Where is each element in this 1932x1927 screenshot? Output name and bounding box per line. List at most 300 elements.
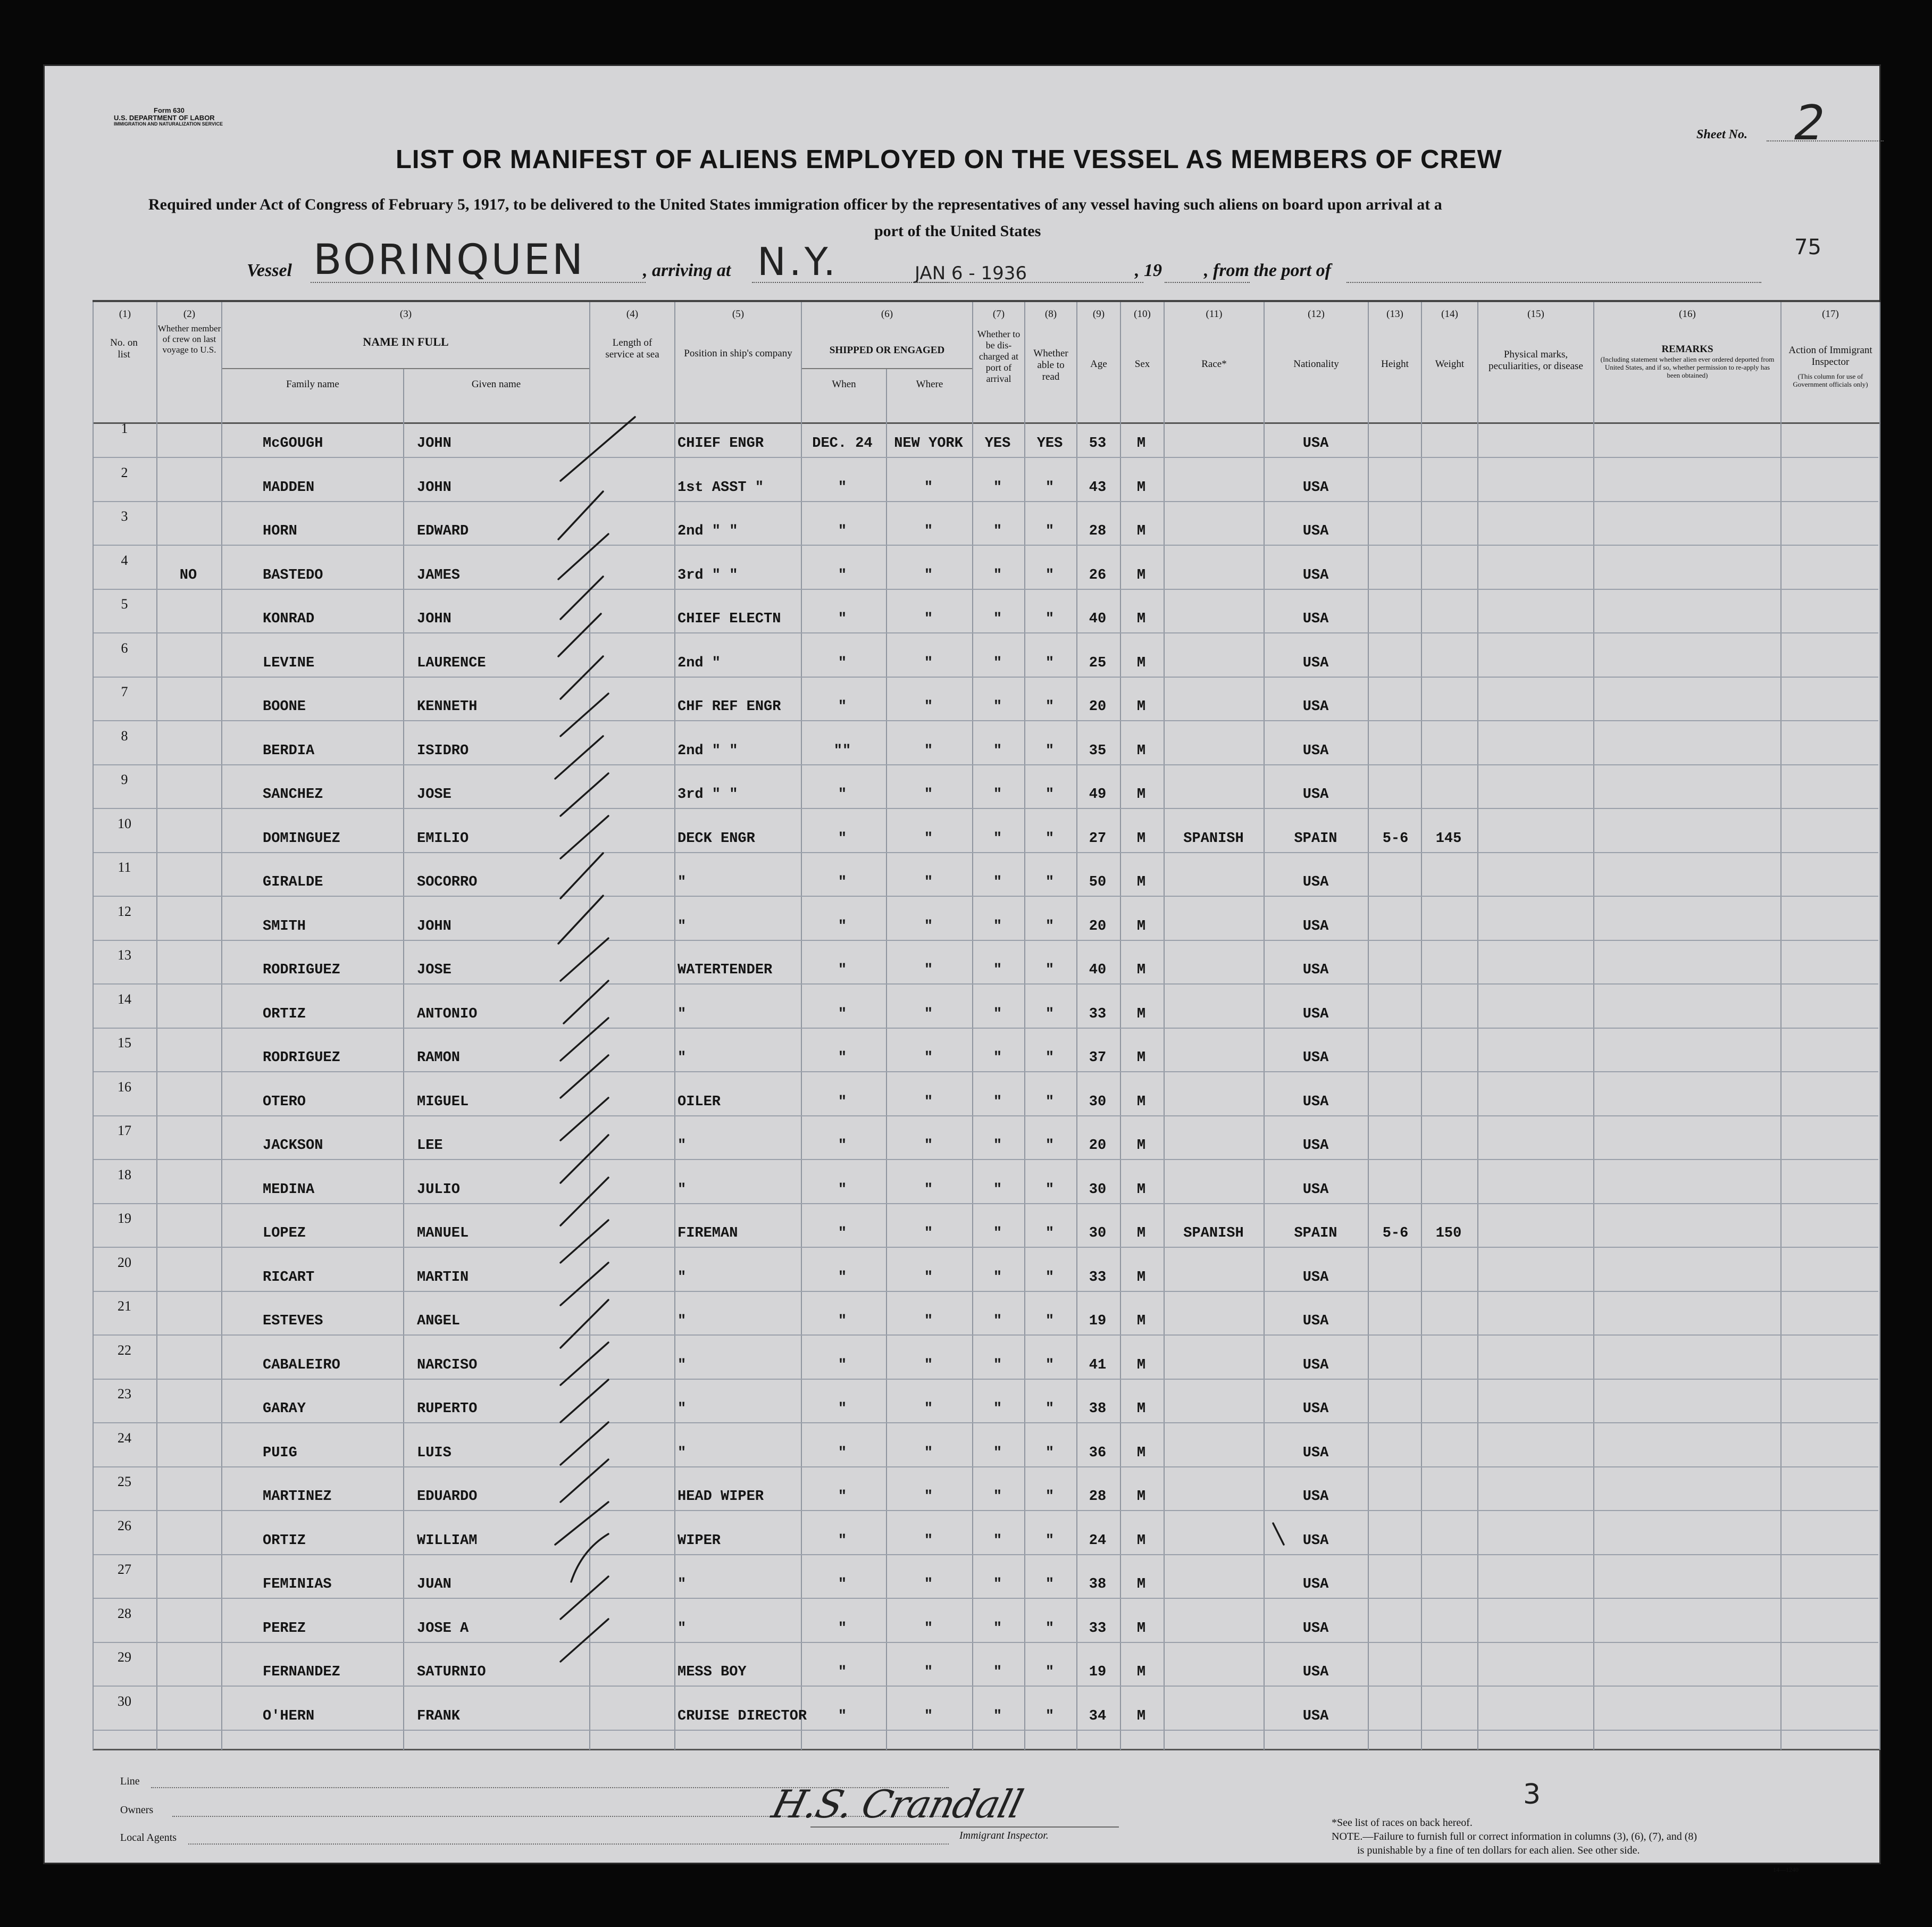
family-name: BASTEDO [263, 568, 323, 583]
given-name: ISIDRO [417, 743, 469, 759]
given-name: SOCORRO [417, 874, 478, 890]
shipped-when: "" [833, 743, 851, 759]
discharged-flag: " [993, 1138, 1002, 1154]
position: CHF REF ENGR [678, 699, 781, 715]
age: 27 [1089, 831, 1107, 847]
discharged-flag: " [993, 1225, 1002, 1241]
able-to-read: YES [1036, 436, 1063, 452]
header-name-in-full: NAME IN FULL [363, 335, 449, 348]
discharged-flag: " [993, 1708, 1002, 1724]
footer-agents-label: Local Agents [120, 1832, 177, 1843]
row-number: 17 [118, 1123, 131, 1138]
sex: M [1136, 1401, 1146, 1417]
inspector-label: Immigrant Inspector. [959, 1830, 1049, 1841]
col-num-16: (16) [1679, 308, 1696, 320]
signature: H.S. Crandall [767, 1782, 1027, 1826]
discharged-flag: " [993, 655, 1002, 671]
shipped-where: " [924, 611, 933, 627]
family-name: LEVINE [263, 655, 315, 671]
shipped-when: " [838, 1138, 847, 1154]
header-sex: Sex [1134, 358, 1150, 370]
position: 2nd " " [678, 523, 738, 539]
discharged-flag: " [993, 1094, 1002, 1110]
shipped-where: " [924, 787, 933, 803]
given-name: JOHN [417, 436, 451, 452]
nationality: USA [1302, 1094, 1329, 1110]
row-number: 29 [118, 1649, 131, 1665]
family-name: FERNANDEZ [263, 1664, 340, 1680]
row-number: 24 [118, 1430, 131, 1446]
position: WATERTENDER [678, 962, 773, 978]
age: 43 [1089, 480, 1107, 496]
given-name: RAMON [417, 1050, 461, 1066]
header-nationality: Nationality [1293, 358, 1339, 370]
discharged-flag: " [993, 787, 1002, 803]
discharged-flag: " [993, 1006, 1002, 1022]
crew-member-flag: NO [179, 568, 197, 583]
age: 26 [1089, 568, 1107, 583]
nationality: USA [1302, 1313, 1329, 1329]
given-name: NARCISO [417, 1357, 478, 1373]
weight: 150 [1435, 1225, 1462, 1241]
shipped-where: " [924, 874, 933, 890]
age: 36 [1089, 1445, 1107, 1461]
position: 2nd " [678, 655, 721, 671]
sex: M [1136, 1006, 1146, 1022]
row-number: 16 [118, 1079, 131, 1095]
row-number: 30 [118, 1694, 131, 1709]
able-to-read: " [1045, 611, 1055, 627]
signature-line [810, 1826, 1119, 1828]
able-to-read: " [1045, 1138, 1055, 1154]
header-whether-member: Whether member of crew on last voyage to U.S. [157, 323, 221, 355]
sex: M [1136, 1138, 1146, 1154]
sex: M [1136, 523, 1146, 539]
page-subtitle: Required under Act of Congress of February 5, 1917, to be delivered to the United States immigration officer by the representatives of any vessel having such aliens on board upon arrival at a [148, 196, 1442, 213]
shipped-where: " [924, 1533, 933, 1549]
row-number: 23 [118, 1386, 131, 1402]
discharged-flag: " [993, 611, 1002, 627]
able-to-read: " [1045, 831, 1055, 847]
able-to-read: " [1045, 743, 1055, 759]
shipped-when: " [838, 1182, 847, 1198]
row-number: 14 [118, 991, 131, 1007]
shipped-when: " [838, 1489, 847, 1505]
sex: M [1136, 1489, 1146, 1505]
sex: M [1136, 1270, 1146, 1286]
position: " [678, 1445, 687, 1461]
col-num-12: (12) [1308, 308, 1325, 320]
from-port-label: , from the port of [1204, 261, 1331, 280]
discharged-flag: " [993, 831, 1002, 847]
position: CHIEF ENGR [678, 436, 764, 452]
shipped-when: " [838, 1708, 847, 1724]
discharged-flag: " [993, 1533, 1002, 1549]
discharged-flag: YES [984, 436, 1011, 452]
able-to-read: " [1045, 787, 1055, 803]
able-to-read: " [1045, 1445, 1055, 1461]
able-to-read: " [1045, 962, 1055, 978]
shipped-when: " [838, 1270, 847, 1286]
able-to-read: " [1045, 1621, 1055, 1637]
shipped-where: " [924, 919, 933, 935]
able-to-read: " [1045, 480, 1055, 496]
family-name: PUIG [263, 1445, 297, 1461]
shipped-where: " [924, 480, 933, 496]
nationality: USA [1302, 1006, 1329, 1022]
family-name: PEREZ [263, 1621, 306, 1637]
given-name: JOSE A [417, 1621, 469, 1637]
nationality: USA [1302, 1138, 1329, 1154]
able-to-read: " [1045, 1006, 1055, 1022]
discharged-flag: " [993, 919, 1002, 935]
position: MESS BOY [678, 1664, 747, 1680]
row-number: 8 [121, 728, 128, 744]
header-where: Where [916, 379, 943, 390]
age: 49 [1089, 787, 1107, 803]
family-name: ESTEVES [263, 1313, 323, 1329]
given-name: RUPERTO [417, 1401, 478, 1417]
nationality: USA [1302, 611, 1329, 627]
row-number: 11 [118, 860, 131, 875]
sex: M [1136, 1664, 1146, 1680]
given-name: ANTONIO [417, 1006, 478, 1022]
family-name: JACKSON [263, 1138, 323, 1154]
age: 19 [1089, 1313, 1107, 1329]
shipped-where: " [924, 1664, 933, 1680]
shipped-where: " [924, 831, 933, 847]
able-to-read: " [1045, 1533, 1055, 1549]
nationality: USA [1302, 1182, 1329, 1198]
form-code: 14—1240 [1773, 1866, 1799, 1873]
discharged-flag: " [993, 1445, 1002, 1461]
discharged-flag: " [993, 568, 1002, 583]
header-height: Height [1381, 358, 1409, 370]
discharged-flag: " [993, 1313, 1002, 1329]
shipped-where: " [924, 743, 933, 759]
age: 40 [1089, 611, 1107, 627]
shipped-when: " [838, 699, 847, 715]
position: " [678, 1576, 687, 1592]
shipped-when: " [838, 1445, 847, 1461]
given-name: JULIO [417, 1182, 461, 1198]
shipped-when: " [838, 874, 847, 890]
given-name: FRANK [417, 1708, 461, 1724]
position: FIREMAN [678, 1225, 738, 1241]
given-name: EDWARD [417, 523, 469, 539]
header-physical: Physical marks, peculiarities, or disease [1488, 349, 1583, 372]
age: 24 [1089, 1533, 1107, 1549]
nationality: SPAIN [1294, 1225, 1337, 1241]
able-to-read: " [1045, 1708, 1055, 1724]
header-when: When [832, 379, 856, 390]
discharged-flag: " [993, 1576, 1002, 1592]
shipped-when: " [838, 1357, 847, 1373]
discharged-flag: " [993, 1270, 1002, 1286]
nationality: USA [1302, 1270, 1329, 1286]
shipped-when: " [838, 1576, 847, 1592]
sex: M [1136, 1357, 1146, 1373]
header-race: Race* [1201, 358, 1227, 370]
shipped-where: " [924, 1576, 933, 1592]
sex: M [1136, 1225, 1146, 1241]
family-name: DOMINGUEZ [263, 831, 340, 847]
family-name: SMITH [263, 919, 306, 935]
col-num-9: (9) [1092, 308, 1105, 320]
header-remarks-sub: (Including statement whether alien ever ordered deported from United States, and if so, whether permission to re-apply has been obtained) [1600, 355, 1775, 379]
row-number: 15 [118, 1035, 131, 1050]
arriving-port: N.Y. [757, 239, 839, 284]
family-name: FEMINIAS [263, 1576, 332, 1592]
row-number: 1 [121, 421, 128, 436]
nationality: USA [1302, 1621, 1329, 1637]
family-name: McGOUGH [263, 436, 323, 452]
able-to-read: " [1045, 874, 1055, 890]
age: 28 [1089, 1489, 1107, 1505]
family-name: CABALEIRO [263, 1357, 340, 1373]
sheet-number-label: Sheet No. [1696, 128, 1747, 141]
nationality: USA [1302, 874, 1329, 890]
family-name: SANCHEZ [263, 787, 323, 803]
discharged-flag: " [993, 1664, 1002, 1680]
check-marks [45, 66, 1879, 1863]
age: 28 [1089, 523, 1107, 539]
family-name: ORTIZ [263, 1533, 306, 1549]
shipped-when: " [838, 962, 847, 978]
footer-owners-label: Owners [120, 1804, 154, 1816]
height: 5-6 [1382, 1225, 1409, 1241]
sex: M [1136, 1313, 1146, 1329]
shipped-where: " [924, 523, 933, 539]
shipped-where: " [924, 1401, 933, 1417]
able-to-read: " [1045, 1225, 1055, 1241]
col-num-7: (7) [992, 308, 1005, 320]
position: CRUISE DIRECTOR [678, 1708, 807, 1724]
age: 33 [1089, 1270, 1107, 1286]
row-number: 7 [121, 684, 128, 699]
sex: M [1136, 611, 1146, 627]
shipped-when: " [838, 523, 847, 539]
able-to-read: " [1045, 1270, 1055, 1286]
position: " [678, 1182, 687, 1198]
able-to-read: " [1045, 699, 1055, 715]
given-name: LUIS [417, 1445, 451, 1461]
race-note: *See list of races on back hereof. [1332, 1817, 1473, 1829]
shipped-where: " [924, 1094, 933, 1110]
given-name: EMILIO [417, 831, 469, 847]
position: 3rd " " [678, 568, 738, 583]
age: 38 [1089, 1576, 1107, 1592]
able-to-read: " [1045, 655, 1055, 671]
header-action-sub: (This column for use of Government officials only) [1793, 372, 1868, 388]
sex: M [1136, 874, 1146, 890]
header-action: Action of Immigrant Inspector [1788, 345, 1872, 368]
row-number: 25 [118, 1474, 131, 1489]
footer-agents-rule [188, 1843, 949, 1845]
family-name: MARTINEZ [263, 1489, 332, 1505]
position: CHIEF ELECTN [678, 611, 781, 627]
age: 41 [1089, 1357, 1107, 1373]
discharged-flag: " [993, 962, 1002, 978]
family-name: RODRIGUEZ [263, 962, 340, 978]
nationality: USA [1302, 919, 1329, 935]
position: DECK ENGR [678, 831, 755, 847]
position: 1st ASST " [678, 480, 764, 496]
age: 20 [1089, 919, 1107, 935]
given-name: MARTIN [417, 1270, 469, 1286]
shipped-when: DEC. 24 [812, 436, 873, 452]
nationality: USA [1302, 1533, 1329, 1549]
nationality: USA [1302, 480, 1329, 496]
position: " [678, 1357, 687, 1373]
given-name: SATURNIO [417, 1664, 486, 1680]
position: " [678, 1621, 687, 1637]
nationality: USA [1302, 523, 1329, 539]
sex: M [1136, 1533, 1146, 1549]
row-number: 5 [121, 596, 128, 612]
row-number: 18 [118, 1167, 131, 1182]
header-given-name: Given name [471, 379, 521, 390]
given-name: JOSE [417, 787, 451, 803]
nationality: USA [1302, 1357, 1329, 1373]
sex: M [1136, 962, 1146, 978]
shipped-where: " [924, 1270, 933, 1286]
family-name: MADDEN [263, 480, 315, 496]
sex: M [1136, 1182, 1146, 1198]
shipped-when: " [838, 1225, 847, 1241]
shipped-where: " [924, 1357, 933, 1373]
sex: M [1136, 1445, 1146, 1461]
arriving-label: , arriving at [643, 261, 731, 280]
given-name: JOSE [417, 962, 451, 978]
position: " [678, 1313, 687, 1329]
position: HEAD WIPER [678, 1489, 764, 1505]
family-name: MEDINA [263, 1182, 315, 1198]
family-name: BOONE [263, 699, 306, 715]
row-number: 28 [118, 1606, 131, 1621]
manifest-sheet [45, 66, 1879, 1873]
nationality: USA [1302, 787, 1329, 803]
sex: M [1136, 480, 1146, 496]
shipped-where: " [924, 699, 933, 715]
row-number: 26 [118, 1518, 131, 1533]
nationality: USA [1302, 1401, 1329, 1417]
age: 34 [1089, 1708, 1107, 1724]
sex: M [1136, 919, 1146, 935]
header-remarks: REMARKS [1661, 344, 1713, 355]
age: 37 [1089, 1050, 1107, 1066]
shipped-where: " [924, 1182, 933, 1198]
given-name: LAURENCE [417, 655, 486, 671]
col-num-3: (3) [399, 308, 412, 320]
given-name: JOHN [417, 480, 451, 496]
position: " [678, 1270, 687, 1286]
row-number: 22 [118, 1342, 131, 1358]
shipped-when: " [838, 480, 847, 496]
nationality: USA [1302, 699, 1329, 715]
shipped-when: " [838, 1533, 847, 1549]
given-name: MANUEL [417, 1225, 469, 1241]
family-name: BERDIA [263, 743, 315, 759]
col-num-10: (10) [1134, 308, 1151, 320]
position: " [678, 919, 687, 935]
family-name: KONRAD [263, 611, 315, 627]
col-num-2: (2) [183, 308, 196, 320]
able-to-read: " [1045, 1576, 1055, 1592]
discharged-flag: " [993, 1357, 1002, 1373]
row-number: 12 [118, 904, 131, 919]
given-name: JUAN [417, 1576, 451, 1592]
row-number: 3 [121, 508, 128, 524]
race: SPANISH [1183, 831, 1244, 847]
nationality: USA [1302, 1445, 1329, 1461]
shipped-where: " [924, 1225, 933, 1241]
age: 25 [1089, 655, 1107, 671]
year-prefix: , 19 [1135, 261, 1162, 280]
shipped-when: " [838, 655, 847, 671]
col-num-5: (5) [732, 308, 745, 320]
family-name: HORN [263, 523, 297, 539]
shipped-where: " [924, 1489, 933, 1505]
discharged-flag: " [993, 1489, 1002, 1505]
shipped-where: " [924, 1445, 933, 1461]
age: 53 [1089, 436, 1107, 452]
nationality: USA [1302, 1708, 1329, 1724]
position: 3rd " " [678, 787, 738, 803]
col-num-14: (14) [1441, 308, 1458, 320]
able-to-read: " [1045, 919, 1055, 935]
family-name: RODRIGUEZ [263, 1050, 340, 1066]
penalty-note-2: is punishable by a fine of ten dollars for each alien. See other side. [1357, 1845, 1640, 1856]
column-rule [1879, 302, 1880, 1750]
given-name: LEE [417, 1138, 443, 1154]
row-number: 10 [118, 816, 131, 831]
shipped-when: " [838, 831, 847, 847]
page-subtitle-2: port of the United States [874, 222, 1041, 240]
footer-line-label: Line [120, 1775, 140, 1787]
nationality: SPAIN [1294, 831, 1337, 847]
nationality: USA [1302, 1489, 1329, 1505]
able-to-read: " [1045, 1050, 1055, 1066]
header-family-name: Family name [286, 379, 339, 390]
shipped-where: " [924, 1708, 933, 1724]
sex: M [1136, 568, 1146, 583]
row-number: 6 [121, 640, 128, 656]
position: WIPER [678, 1533, 721, 1549]
header-able-read: Whether able to read [1033, 348, 1068, 382]
service-name: IMMIGRATION AND NATURALIZATION SERVICE [114, 121, 223, 127]
col-num-11: (11) [1206, 308, 1223, 320]
header-discharged: Whether to be dis- charged at port of arrival [977, 329, 1021, 384]
shipped-when: " [838, 1006, 847, 1022]
position: OILER [678, 1094, 721, 1110]
col-num-4: (4) [626, 308, 639, 320]
col-num-8: (8) [1044, 308, 1057, 320]
family-name: ORTIZ [263, 1006, 306, 1022]
col-num-17: (17) [1822, 308, 1839, 320]
position: 2nd " " [678, 743, 738, 759]
sex: M [1136, 1708, 1146, 1724]
col-num-1: (1) [119, 308, 131, 320]
row-number: 13 [118, 947, 131, 963]
shipped-when: " [838, 1401, 847, 1417]
age: 20 [1089, 699, 1107, 715]
age: 40 [1089, 962, 1107, 978]
given-name: MIGUEL [417, 1094, 469, 1110]
given-name: ANGEL [417, 1313, 461, 1329]
given-name: WILLIAM [417, 1533, 478, 1549]
discharged-flag: " [993, 1050, 1002, 1066]
